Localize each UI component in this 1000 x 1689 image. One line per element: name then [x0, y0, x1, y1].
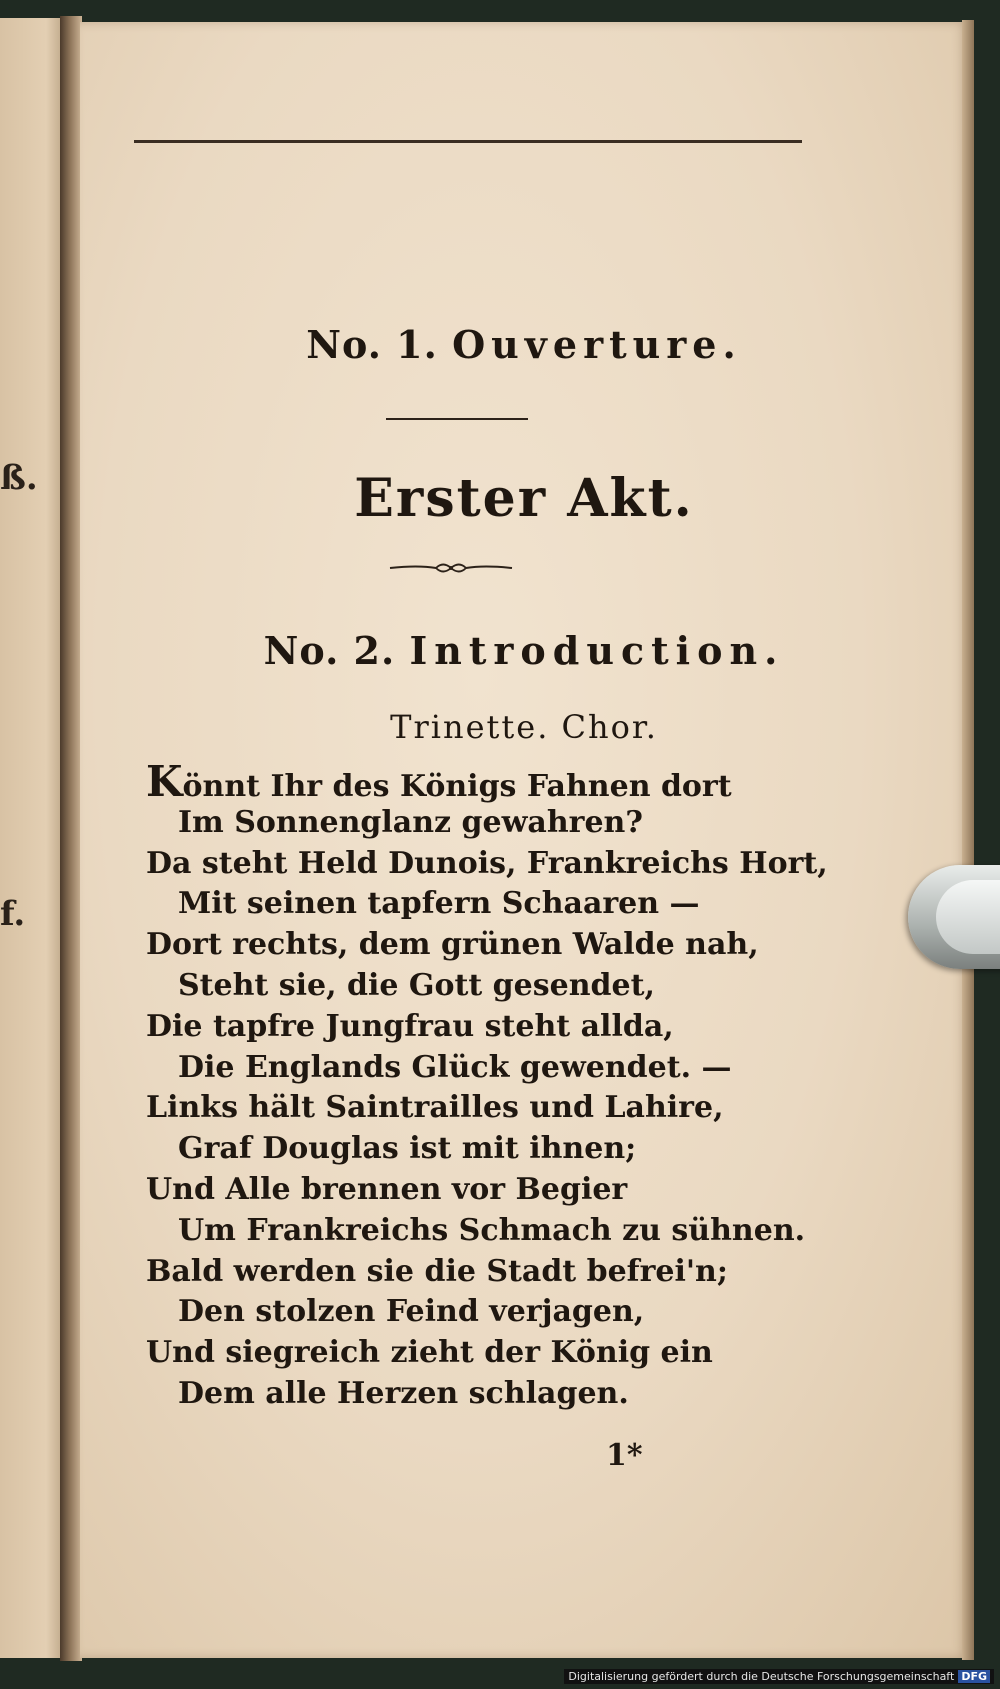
verse-line: Und siegreich zieht der König ein [146, 1335, 713, 1371]
verse-block [146, 757, 846, 1415]
verse-line: Die tapfre Jungfrau steht allda, [146, 1008, 674, 1044]
verse-line: Die Englands Glück gewendet. — [178, 1049, 732, 1085]
verse-line: Könnt Ihr des Königs Fahnen dort [146, 757, 732, 806]
verse-line: Graf Douglas ist mit ihnen; [178, 1131, 637, 1167]
verse-line: Steht sie, die Gott gesendet, [178, 967, 655, 1003]
act-title: Erster Akt. [354, 468, 694, 529]
digitization-footer [564, 1669, 994, 1684]
top-rule [134, 140, 802, 143]
heading-no1 [80, 322, 968, 367]
page-edge [962, 20, 974, 1660]
verse-line: Um Frankreichs Schmach zu sühnen. [178, 1212, 806, 1248]
dfg-logo: DFG [958, 1670, 990, 1683]
verse-line: Den stolzen Feind verjagen, [178, 1294, 645, 1330]
verse-line: Dort rechts, dem grünen Walde nah, [146, 927, 759, 963]
left-page-fragment: f. [0, 894, 26, 934]
heading-no2-title: Introduction. [409, 628, 785, 673]
left-page-edge [0, 18, 66, 1658]
verse-line: Im Sonnenglanz gewahren? [178, 804, 643, 840]
footer-text: Digitalisierung gefördert durch die Deutsche Forschungsgemeinschaft [568, 1670, 955, 1683]
signature-mark: 1* [606, 1438, 643, 1473]
heading-no2-number: No. 2. [263, 628, 396, 673]
verse-line: Dem alle Herzen schlagen. [178, 1375, 629, 1411]
heading-no1-number: No. 1. [306, 322, 438, 367]
speaker-names: Trinette. Chor. [390, 708, 658, 746]
page-clip-highlight [936, 880, 1000, 954]
verse-line: Bald werden sie die Stadt befrei'n; [146, 1253, 728, 1289]
drop-cap: K [146, 757, 183, 806]
verse-line: Und Alle brennen vor Begier [146, 1171, 628, 1207]
verse-line: Da steht Held Dunois, Frankreichs Hort, [146, 845, 828, 881]
verse-line: Links hält Saintrailles und Lahire, [146, 1090, 724, 1126]
left-page-fragment: ß. [0, 458, 38, 498]
ornament-divider [388, 560, 514, 576]
heading-no2 [80, 628, 968, 673]
book-gutter [60, 16, 82, 1661]
section-rule [386, 418, 528, 420]
verse-line: Mit seinen tapfern Schaaren — [178, 886, 700, 922]
heading-no1-title: Ouverture. [452, 322, 742, 367]
